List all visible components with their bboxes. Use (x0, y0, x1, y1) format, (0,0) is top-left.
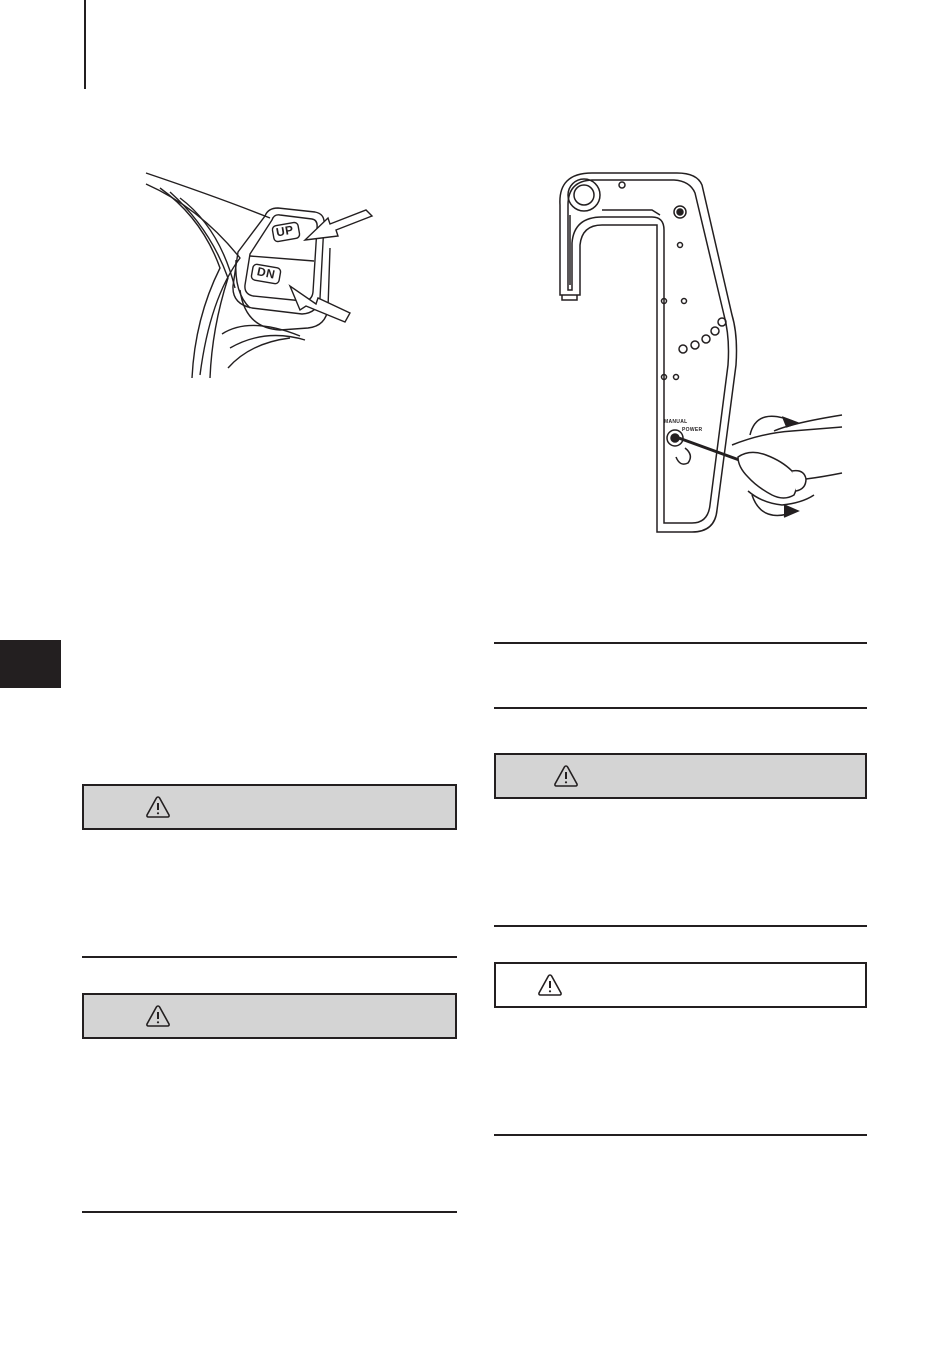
section-rule (494, 925, 867, 927)
section-tab-marker (0, 640, 61, 688)
section-rule (494, 707, 867, 709)
manual-label: MANUAL (664, 419, 688, 425)
margin-line (84, 0, 86, 89)
dn-button-label: DN (255, 264, 277, 282)
power-label: POWER (682, 427, 703, 433)
arrow-to-up-icon (305, 210, 372, 240)
caution-box (82, 784, 457, 830)
manual-release-valve-illustration (552, 165, 852, 540)
section-rule (82, 956, 457, 958)
warning-triangle-icon (145, 1004, 171, 1028)
caution-box (494, 962, 867, 1008)
up-button-label: UP (274, 222, 295, 240)
caution-box (494, 753, 867, 799)
section-rule (494, 1134, 867, 1136)
section-rule (494, 642, 867, 644)
section-rule (82, 1211, 457, 1213)
warning-triangle-icon (537, 973, 563, 997)
caution-box (82, 993, 457, 1039)
warning-triangle-icon (145, 795, 171, 819)
warning-triangle-icon (553, 764, 579, 788)
